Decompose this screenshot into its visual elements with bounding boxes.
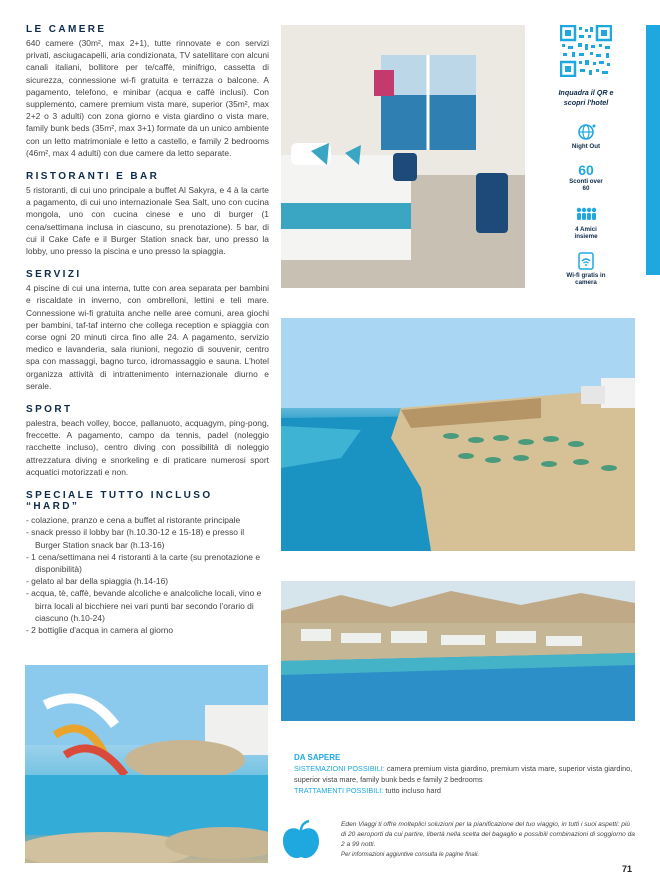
qr-caption: Inquadra il QR e scopri l'hotel <box>558 88 614 107</box>
section-servizi <box>26 269 269 392</box>
da-sapere-title: DA SAPERE <box>294 753 341 762</box>
trattamenti <box>294 785 640 796</box>
section-title-speciale: SPECIALE TUTTO INCLUSO “HARD” <box>26 490 213 513</box>
list-item: - gelato al bar della spiaggia (h.14-16) <box>26 576 169 587</box>
badge-label: Sconti over 60 <box>569 178 603 192</box>
section-text-ristoranti: 5 ristoranti, di cui uno principale a buffet Al Sakyra, e 4 à la carte a pagamento, di cui uno internazionale Sea Salt, uno con cucina mongola, uno con cucina cinese e uno di burger (1 cena/settimana inclusa in ciascuno, su prenotazione). 5 bar, di cui il Cake Cafe e il Burger Station snack bar, uno presso la lobby, uno presso la piscina e uno presso la spiaggia. <box>26 185 269 257</box>
speciale-list <box>26 514 269 636</box>
accent-stripe <box>646 25 660 275</box>
sistemazioni-label: SISTEMAZIONI POSSIBILI: <box>294 764 385 773</box>
eden-text: Eden Viaggi ti offre molteplici soluzioni per la pianificazione del tuo viaggio, in tutti i suoi aspetti: più di 20 aeroporti da cui partire, libertà nella scelta del bagaglio e possibili combinazioni di soggiorno da 2 a 99 notti. <box>341 821 635 848</box>
section-text-camere: 640 camere (30m², max 2+1), tutte rinnovate e con servizi privati, asciugacapelli, aria condizionata, TV satellitare con alcuni canali italiani, bollitore per te/caffè, minifrigo, cassetta di sicurezza, connessione wi-fi gratuita e terrazza o balcone. A pagamento, telefono, e minibar (acqua e caffè inclusi). Con supplemento, camere premium vista mare, superior (35m², max 2+2 o 3 adulti) con zona giorno e vista giardino o vista mare, family bunk beds (35m², max 3+1) formate da un unico ambiente con un letto matrimoniale e letto a castello, e family 2 bedrooms (46m², max 4 adulti) con due camere da letto separate. <box>26 38 269 158</box>
list-item: - colazione, pranzo e cena a buffet al ristorante principale <box>26 515 241 526</box>
section-ristoranti <box>26 171 269 257</box>
aerial-photo <box>281 581 635 721</box>
section-title-camere: LE CAMERE <box>26 24 107 35</box>
wifi-room-icon <box>574 252 598 270</box>
page-number: 71 <box>622 864 633 874</box>
list-item: - snack presso il lobby bar (h.10.30-12 e 15-18) e presso il Burger Station snack bar (h.13-16) <box>26 527 245 550</box>
da-sapere <box>294 752 640 796</box>
eden-note: Per informazioni aggiuntive consulta le pagine finali. <box>341 852 480 858</box>
section-speciale <box>26 490 269 636</box>
section-title-ristoranti: RISTORANTI E BAR <box>26 171 160 183</box>
sistemazioni <box>294 763 640 785</box>
badge-over-60 <box>555 162 617 192</box>
list-item: - 1 cena/settimana nei 4 ristoranti à la carte (su prenotazione e disponibilità) <box>26 551 261 574</box>
four-friends-icon <box>574 206 598 224</box>
trattamenti-text: tutto incluso hard <box>385 786 441 795</box>
section-text-sport: palestra, beach volley, bocce, pallanuoto, acquagym, ping-pong, freccette. A pagamento, campo da tennis, padel (noleggio racchette incluso), centro diving con possibilità di noleggio attrezzatura diving e snorkeling e di praticare numerosi sport acquatici motorizzati e non. <box>26 418 269 477</box>
qr-code[interactable] <box>560 25 612 77</box>
over-60-icon: 60 <box>578 162 594 178</box>
section-text-servizi: 4 piscine di cui una interna, tutte con area separata per bambini e riscaldate in inverno, con ombrelloni, lettini e teli mare. Connessione wi-fi gratuita anche nelle aree comuni, area giochi per bambini, taf-taf interno che collega reception e spiaggia con corse ogni 20 minuti circa fino alle 24. A pagamento, servizio medico e lavanderia, sala riunioni, negozio di souvenir, centro spa con massaggi, bagno turco, idromassaggio e sauna. L'hotel organizza attività di intrattenimento internazionale diurno e serale. <box>26 283 269 391</box>
list-item: - acqua, tè, caffè, bevande alcoliche e analcoliche locali, vino e birra locali al bicchiere nei vari punti bar secondo l'orario di ciascuno (h.10-24) <box>26 588 262 623</box>
trattamenti-label: TRATTAMENTI POSSIBILI: <box>294 786 384 795</box>
sistemazioni-text: camera premium vista giardino, premium vista mare, superior vista giardino, superior vista mare, family bunk beds e family 2 bedrooms <box>294 764 633 784</box>
section-title-sport: SPORT <box>26 404 73 416</box>
globe-night-icon <box>574 123 598 141</box>
badge-four-friends <box>555 206 617 240</box>
apple-logo-icon <box>279 819 323 863</box>
text-column <box>26 24 269 636</box>
badge-label: Wi-fi gratis in camera <box>566 272 606 286</box>
badge-label: Night Out <box>571 143 601 150</box>
list-item: - 2 bottiglie d'acqua in camera al giorno <box>26 624 174 635</box>
badge-wifi <box>555 252 617 286</box>
beach-photo <box>281 318 635 551</box>
section-title-servizi: SERVIZI <box>26 269 82 281</box>
room-photo <box>281 25 525 288</box>
badge-label: 4 Amici insieme <box>574 226 598 240</box>
section-camere <box>26 24 269 159</box>
section-sport <box>26 404 269 478</box>
eden-info <box>341 820 637 860</box>
pool-photo <box>25 665 268 863</box>
badge-night-out <box>555 123 617 150</box>
